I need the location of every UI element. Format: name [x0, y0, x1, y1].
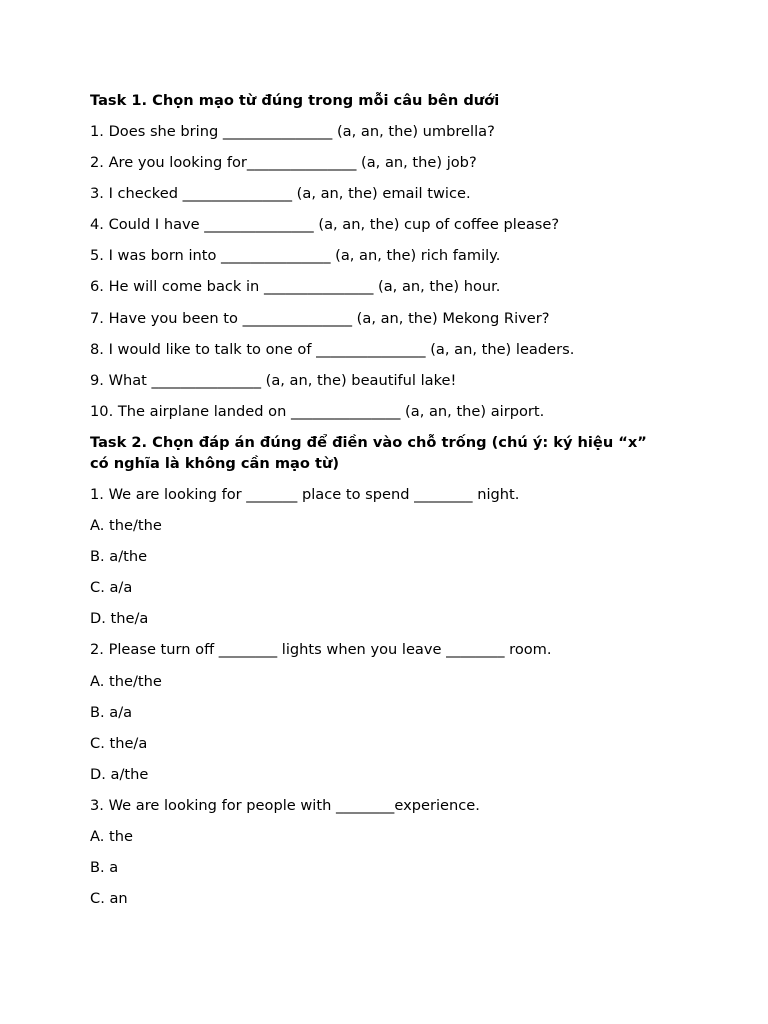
answer-option: A. the/the [90, 672, 162, 690]
task1-item: 6. He will come back in _______________ (a, an, the) hour. [90, 278, 501, 296]
answer-option: C. an [90, 890, 128, 908]
task2-heading-line: có nghĩa là không cần mạo từ) [90, 454, 340, 472]
answer-option: D. the/a [90, 610, 149, 628]
task2-heading [90, 432, 690, 474]
answer-option: B. a [90, 859, 119, 877]
task2-question-block [90, 639, 690, 784]
task2-question: 3. We are looking for people with ________experience. [90, 796, 480, 814]
task1-item: 8. I would like to talk to one of _______________ (a, an, the) leaders. [90, 340, 575, 358]
task1-heading: Task 1. Chọn mạo từ đúng trong mỗi câu bên dưới [90, 92, 500, 109]
answer-option: C. the/a [90, 734, 148, 752]
answer-option: B. a/the [90, 548, 148, 566]
task2-question: 1. We are looking for _______ place to spend ________ night. [90, 485, 520, 503]
answer-option: A. the/the [90, 517, 162, 535]
task1-item: 5. I was born into _______________ (a, an, the) rich family. [90, 247, 501, 265]
task1-list [90, 121, 690, 422]
task1-item: 3. I checked _______________ (a, an, the) email twice. [90, 185, 471, 203]
task1-item: 1. Does she bring _______________ (a, an, the) umbrella? [90, 123, 495, 140]
task1-item: 9. What _______________ (a, an, the) beautiful lake! [90, 371, 457, 389]
task2-question-block [90, 484, 690, 629]
answer-option: D. a/the [90, 765, 149, 783]
task1-item: 2. Are you looking for_______________ (a, an, the) job? [90, 154, 477, 172]
task2-question-block [90, 795, 690, 909]
task1-item: 7. Have you been to _______________ (a, an, the) Mekong River? [90, 309, 550, 327]
answer-option: A. the [90, 827, 133, 845]
task1-item: 10. The airplane landed on _______________ (a, an, the) airport. [90, 402, 545, 420]
task2-question: 2. Please turn off ________ lights when you leave ________ room. [90, 641, 552, 659]
task2-heading-line: Task 2. Chọn đáp án đúng để điền vào chỗ trống (chú ý: ký hiệu “x” [90, 433, 647, 451]
answer-option: C. a/a [90, 579, 133, 597]
task1-item: 4. Could I have _______________ (a, an, the) cup of coffee please? [90, 216, 560, 234]
answer-option: B. a/a [90, 703, 133, 721]
document-page [90, 90, 690, 919]
